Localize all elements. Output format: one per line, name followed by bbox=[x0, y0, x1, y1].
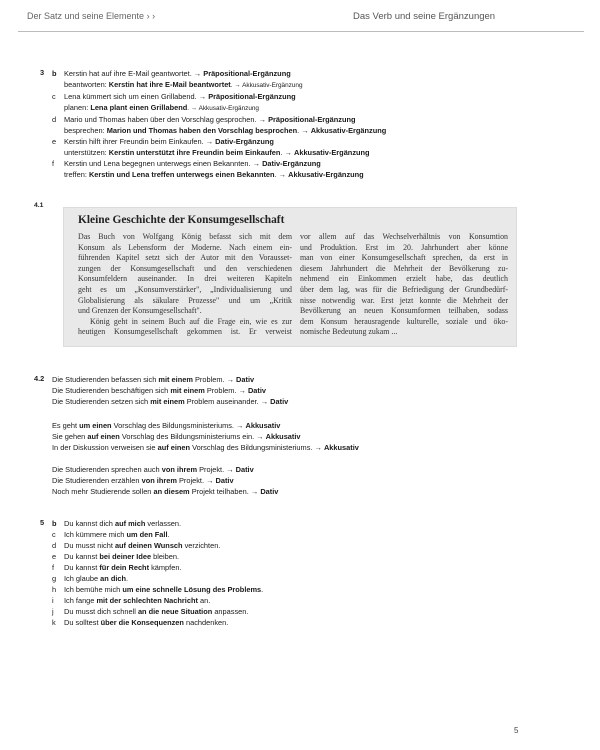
text-line: über dem lag, was für die Befriedigung der Grundbedürf- bbox=[300, 284, 508, 294]
exercise-5-number: 5 bbox=[40, 518, 45, 527]
text-line: dem Konsum herausragende kulturelle, soziale und öko- bbox=[300, 316, 508, 326]
answer-text: unterstützen: bbox=[64, 148, 109, 157]
text-column-right bbox=[300, 232, 508, 338]
answer-bold: Dativ-Ergänzung bbox=[215, 137, 274, 146]
answer-bold: auf einen bbox=[157, 443, 191, 452]
answer-text: Du musst nicht bbox=[64, 541, 115, 550]
text-line: Konsumfeldern auseinander. In drei weiteren Kapiteln bbox=[78, 274, 292, 284]
page-number: 5 bbox=[514, 726, 519, 735]
item-letter: f bbox=[52, 563, 55, 572]
answer-text: Die Studierenden erzählen bbox=[52, 476, 142, 485]
item-letter: g bbox=[52, 574, 57, 583]
text-line: nomische Bedeutung zukam ... bbox=[300, 327, 398, 337]
answer-text: treffen: bbox=[64, 170, 89, 179]
answer-text: Problem auseinander. → bbox=[184, 397, 271, 406]
item-letter: e bbox=[52, 137, 57, 146]
answer-text: . → bbox=[297, 126, 311, 135]
text-line: Globalisierung als säkulare Prozesse" und um „Kritik bbox=[78, 295, 292, 305]
text-line: führenden Kapitel setzt sich der Autor mit den Vorausset- bbox=[78, 253, 292, 263]
answer-text: Du kannst bbox=[64, 552, 100, 561]
answer-text: an. bbox=[197, 596, 211, 605]
text-line: man von einer Konsumgesellschaft sprechen, da erst in bbox=[300, 253, 508, 263]
item-letter: c bbox=[52, 530, 56, 539]
answer-text: verlassen. bbox=[145, 519, 182, 528]
answer-text: Ich kümmere mich bbox=[64, 530, 127, 539]
text-line: Konsum als Lebensform der Moderne. Nach einem ein- bbox=[78, 242, 292, 252]
answer-text: Ich glaube bbox=[64, 574, 101, 583]
text-line: diesem Jahrhundert die Mehrheit der Bevölkerung zu- bbox=[300, 263, 508, 273]
text-line: Bevölkerung an neuen Konsumformen teilhaben, sodass bbox=[300, 306, 508, 316]
header-divider bbox=[18, 31, 584, 32]
text-line: nisse notwendig war. Erst jetzt konnte die Mehrheit der bbox=[300, 295, 508, 305]
page-header bbox=[0, 0, 600, 32]
text-line: geht es um „Konsumverstärker", „Individualisierung und bbox=[78, 284, 292, 294]
header-breadcrumb: Der Satz und seine Elemente › › bbox=[27, 11, 156, 21]
answer-bold: Akkusativ bbox=[245, 421, 281, 430]
answer-bold: Kerstin und Lena treffen unterwegs einen Bekannten bbox=[88, 170, 275, 179]
exercise-3-number: 3 bbox=[40, 68, 45, 77]
answer-text: planen: bbox=[64, 103, 91, 112]
exercise-4-2-group-3 bbox=[52, 464, 278, 497]
answer-bold: über die Konsequenzen bbox=[100, 618, 184, 627]
text-line: und Grenzen der Konsumgesellschaft". bbox=[78, 306, 202, 316]
answer-bold: Akkusativ bbox=[323, 443, 359, 452]
exercise-4-2-group-2 bbox=[52, 420, 359, 453]
answer-text: In der Diskussion verweisen sie bbox=[52, 443, 158, 452]
answer-text: . → bbox=[280, 148, 294, 157]
answer-text: Vorschlag des Bildungsministeriums ein. → bbox=[119, 432, 266, 441]
answer-bold: an die neue Situation bbox=[137, 607, 213, 616]
answer-text: Du kannst bbox=[64, 563, 100, 572]
exercise-4-2-number: 4.2 bbox=[34, 374, 45, 383]
answer-text: Es geht bbox=[52, 421, 80, 430]
answer-text: nachdenken. bbox=[183, 618, 229, 627]
item-letter: c bbox=[52, 92, 56, 101]
answer-bold: mit einem bbox=[170, 386, 205, 395]
text-line: und Produktion. Erst im 20. Jahrhundert aber könne bbox=[300, 242, 508, 252]
answer-text: Mario und Thomas haben über den Vorschlag gesprochen. → bbox=[64, 115, 269, 124]
item-letter: h bbox=[52, 585, 57, 594]
answer-bold: Präpositional-Ergänzung bbox=[208, 92, 296, 101]
answer-bold: an diesem bbox=[153, 487, 190, 496]
answer-text: Die Studierenden setzen sich bbox=[52, 397, 151, 406]
answer-bold: mit einem bbox=[150, 397, 185, 406]
answer-text: Kerstin hat auf ihre E-Mail geantwortet. → bbox=[64, 69, 204, 78]
answer-text: Du musst dich schnell bbox=[64, 607, 138, 616]
answer-bold: Dativ bbox=[270, 397, 289, 406]
answer-text: Vorschlag des Bildungsministeriums. → bbox=[111, 421, 246, 430]
answer-bold: bei deiner Idee bbox=[99, 552, 152, 561]
answer-bold: um den Fall bbox=[126, 530, 168, 539]
answer-bold: Präpositional-Ergänzung bbox=[203, 69, 291, 78]
answer-text: Die Studierenden sprechen auch bbox=[52, 465, 162, 474]
item-letter: e bbox=[52, 552, 57, 561]
text-line: zungen der Konsumgesellschaft und den verschiedenen bbox=[78, 263, 292, 273]
answer-text: Vorschlag des Bildungsministeriums. → bbox=[190, 443, 324, 452]
text-line: Das Buch von Wolfgang König befasst sich mit dem bbox=[78, 232, 292, 241]
answer-bold: Präpositional-Ergänzung bbox=[268, 115, 356, 124]
answer-text: besprechen: bbox=[64, 126, 107, 135]
answer-bold: Akkusativ-Ergänzung bbox=[294, 148, 370, 157]
answer-text: Die Studierenden beschäftigen sich bbox=[52, 386, 171, 395]
exercise-4-2-group-1 bbox=[52, 374, 288, 407]
answer-bold: Dativ bbox=[235, 465, 254, 474]
answer-text: Kerstin hilft ihrer Freundin beim Einkaufen. → bbox=[64, 137, 216, 146]
text-column-left bbox=[78, 232, 292, 338]
answer-bold: Dativ bbox=[215, 476, 234, 485]
item-letter: j bbox=[52, 607, 54, 616]
answer-text: Projekt. → bbox=[197, 465, 236, 474]
answer-bold: um eine schnelle Lösung des Problems bbox=[122, 585, 262, 594]
answer-text: kämpfen. bbox=[149, 563, 182, 572]
answer-text: Sie gehen bbox=[52, 432, 88, 441]
text-box-konsumgesellschaft bbox=[64, 208, 516, 346]
answer-bold: Lena plant einen Grillabend bbox=[90, 103, 188, 112]
answer-text: . bbox=[167, 530, 170, 539]
answer-bold: Kerstin hat ihre E-Mail beantwortet bbox=[108, 80, 231, 89]
item-letter: f bbox=[52, 159, 55, 168]
answer-text: Ich bemühe mich bbox=[64, 585, 123, 594]
answer-bold: Dativ bbox=[260, 487, 279, 496]
answer-text: Projekt teilhaben. → bbox=[189, 487, 261, 496]
answer-text: Du kannst dich bbox=[64, 519, 115, 528]
answer-text: . bbox=[261, 585, 264, 594]
answer-bold: Marion und Thomas haben den Vorschlag besprochen bbox=[106, 126, 298, 135]
answer-bold: auf deinen Wunsch bbox=[114, 541, 183, 550]
exercise-4-1-number: 4.1 bbox=[34, 202, 44, 209]
text-box-title: Kleine Geschichte der Konsumgesellschaft bbox=[78, 214, 285, 226]
answer-text: Lena kümmert sich um einen Grillabend. → bbox=[64, 92, 209, 101]
answer-bold: von ihrem bbox=[141, 476, 177, 485]
answer-bold: Dativ bbox=[236, 375, 255, 384]
answer-bold: mit der schlechten Nachricht bbox=[96, 596, 198, 605]
answer-text: . bbox=[126, 574, 129, 583]
answer-bold: Akkusativ-Ergänzung bbox=[288, 170, 364, 179]
text-line: heutigen Konsumgesellschaft gekommen ist. Er verweist bbox=[78, 327, 292, 337]
text-line: König geht in seinem Buch auf die Frage ein, wie es zur bbox=[90, 316, 292, 326]
item-letter: d bbox=[52, 541, 57, 550]
answer-bold: um einen bbox=[79, 421, 112, 430]
answer-bold: mit einem bbox=[158, 375, 193, 384]
answer-bold: auf mich bbox=[114, 519, 146, 528]
answer-text: . → bbox=[274, 170, 289, 179]
header-chapter-title: Das Verb und seine Ergänzungen bbox=[353, 11, 496, 22]
answer-text: Problem. → bbox=[192, 375, 237, 384]
answer-bold: Akkusativ bbox=[265, 432, 301, 441]
answer-text: Du solltest bbox=[64, 618, 101, 627]
item-letter: b bbox=[52, 519, 57, 528]
answer-text: verzichten. bbox=[182, 541, 221, 550]
answer-bold: Akkusativ-Ergänzung bbox=[310, 126, 387, 135]
item-letter: i bbox=[52, 596, 54, 605]
item-letter: k bbox=[52, 618, 56, 627]
answer-bold: an dich bbox=[100, 574, 127, 583]
exercise-3 bbox=[52, 68, 386, 180]
answer-bold: Dativ-Ergänzung bbox=[262, 159, 321, 168]
answer-text: bleiben. bbox=[151, 552, 180, 561]
answer-bold: für dein Recht bbox=[99, 563, 150, 572]
exercise-5 bbox=[52, 518, 263, 628]
item-letter: d bbox=[52, 115, 57, 124]
answer-text: . → Akkusativ-Ergänzung bbox=[230, 82, 303, 89]
answer-bold: Kerstin unterstützt ihre Freundin beim Einkaufen bbox=[108, 148, 281, 157]
answer-bold: von ihrem bbox=[161, 465, 198, 474]
answer-text: . → Akkusativ-Ergänzung bbox=[187, 105, 259, 112]
answer-text: anpassen. bbox=[212, 607, 249, 616]
answer-bold: Dativ bbox=[247, 386, 267, 395]
answer-text: Ich fange bbox=[64, 596, 97, 605]
text-line: vor allem auf das Wechselverhältnis von Konsumtion bbox=[300, 232, 508, 241]
answer-text: Noch mehr Studierende sollen bbox=[52, 487, 154, 496]
answer-text: beantworten: bbox=[64, 80, 109, 89]
answer-text: Die Studierenden befassen sich bbox=[52, 375, 159, 384]
answer-text: Kerstin und Lena begegnen unterwegs einen Bekannten. → bbox=[64, 159, 263, 168]
item-letter: b bbox=[52, 69, 57, 78]
answer-bold: auf einen bbox=[87, 432, 120, 441]
text-line: nehmend ein Einkommen erzielt habe, das deutlich bbox=[300, 274, 508, 284]
answer-text: Projekt. → bbox=[176, 476, 216, 485]
answer-text: Problem. → bbox=[204, 386, 248, 395]
